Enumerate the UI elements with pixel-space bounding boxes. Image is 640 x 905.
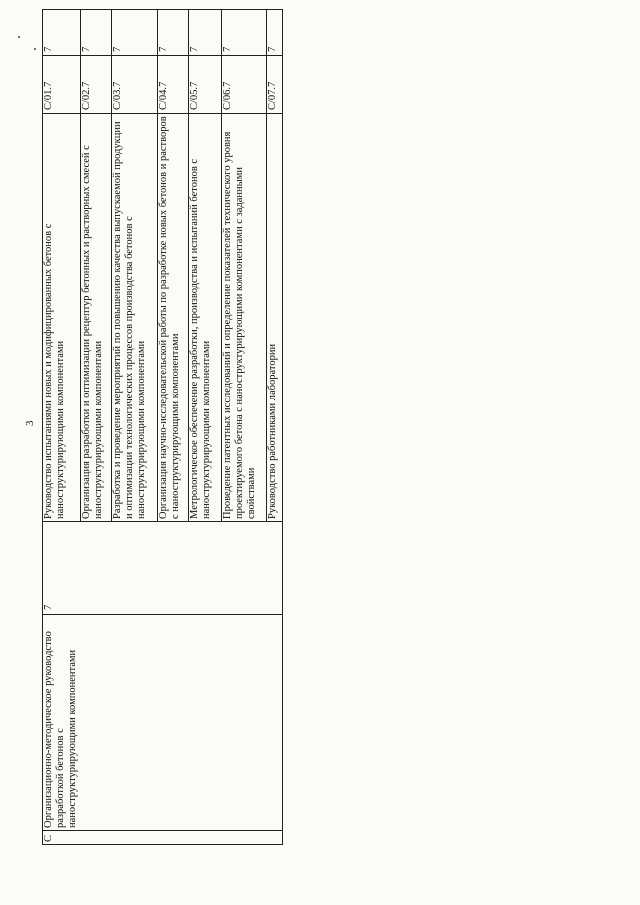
labor-function-code: C/02.7 <box>81 56 112 114</box>
generalized-function-name: Организационно-методическое руководство разработкой бетонов с наноструктурирующими компонентами <box>43 615 283 831</box>
labor-function-name: Проведение патентных исследований и определение показателей технического уровня проектируемого бетона с наноструктурирующими компонентами с заданными свойствами <box>222 114 267 522</box>
labor-function-name: Организация научно-исследовательской работы по разработке новых бетонов и растворов с наноструктурирующими компонентами <box>158 114 189 522</box>
labor-functions-table-wrapper <box>42 10 282 845</box>
labor-function-level: 7 <box>189 10 222 56</box>
generalized-function-code: C <box>43 831 283 845</box>
labor-functions-table <box>42 9 283 845</box>
labor-function-code: C/04.7 <box>158 56 189 114</box>
labor-function-level: 7 <box>112 10 158 56</box>
labor-function-level: 7 <box>267 10 283 56</box>
labor-function-level: 7 <box>81 10 112 56</box>
labor-function-name: Руководство работниками лаборатории <box>267 114 283 522</box>
generalized-function-level: 7 <box>43 522 283 615</box>
table-row <box>43 10 81 845</box>
labor-function-code: C/07.7 <box>267 56 283 114</box>
labor-function-name: Разработка и проведение мероприятий по повышению качества выпускаемой продукции и оптимизации технологических процессов производства бетонов с наноструктурирующими компонентами <box>112 114 158 522</box>
labor-function-level: 7 <box>43 10 81 56</box>
labor-function-name: Организация разработки и оптимизации рецептур бетонных и растворных смесей с наноструктурирующими компонентами <box>81 114 112 522</box>
labor-function-name: Метрологическое обеспечение разработки, производства и испытаний бетонов с наноструктурирующими компонентами <box>189 114 222 522</box>
labor-function-name: Руководство испытаниями новых и модифицированных бетонов с наноструктурирующими компонентами <box>43 114 81 522</box>
labor-function-code: C/06.7 <box>222 56 267 114</box>
labor-function-level: 7 <box>222 10 267 56</box>
scan-speck <box>34 48 36 50</box>
page-number: 3 <box>24 420 36 426</box>
labor-function-code: C/05.7 <box>189 56 222 114</box>
labor-function-code: C/03.7 <box>112 56 158 114</box>
scan-speck <box>18 36 20 38</box>
labor-function-code: C/01.7 <box>43 56 81 114</box>
labor-function-level: 7 <box>158 10 189 56</box>
